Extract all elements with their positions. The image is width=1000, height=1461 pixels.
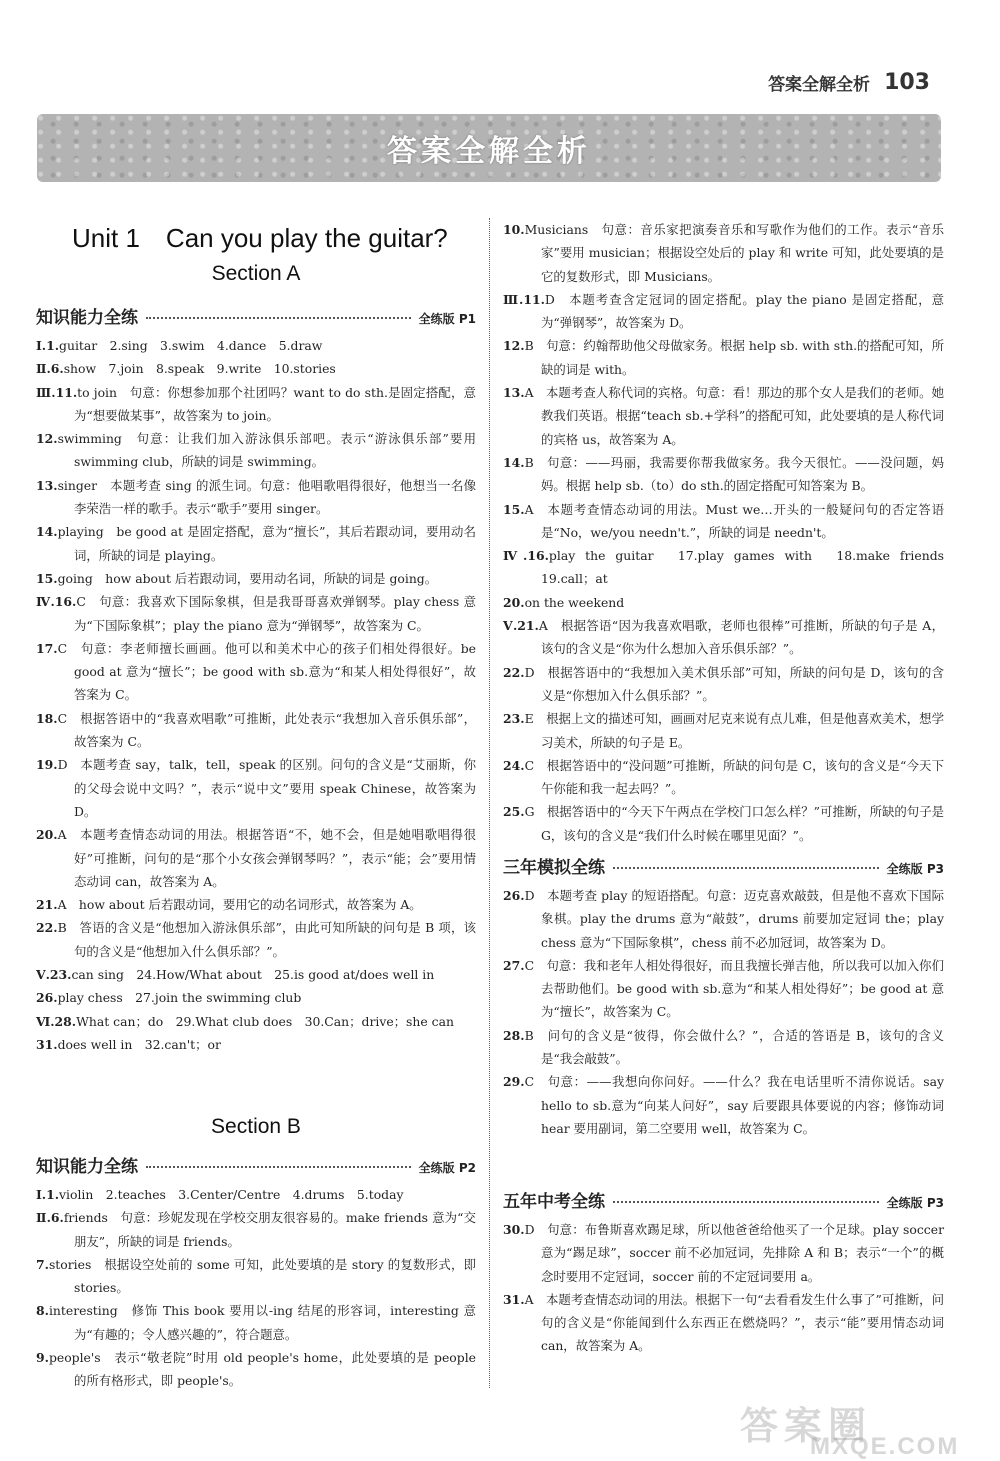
answer-entry — [36, 357, 476, 380]
column-divider — [489, 218, 490, 1388]
answer-text: Musicians 句意：音乐家把演奏音乐和写歌作为他们的工作。表示“音乐家”要用 musician；根据设空处后的 play 和 write 可知，此处要填的是它的复数形式，即 Musicians。 — [524, 222, 944, 284]
bar-title: 知识能力全练 — [36, 1157, 138, 1177]
answer-text: D 本题考查 say，talk，tell，speak 的区别。问句的含义是“艾丽斯，你的父母会说中文吗？”，表示“说中文”要用 speak Chinese，故答案为 D。 — [57, 757, 476, 819]
title-banner — [37, 114, 941, 182]
answer-entry — [36, 707, 476, 754]
answer-number: 14. — [503, 454, 525, 470]
answer-number: 28. — [503, 1027, 525, 1043]
exercise-bar-1 — [36, 303, 476, 328]
answer-number: Ⅵ.28. — [36, 1013, 77, 1029]
answer-text: friends 句意：珍妮发现在学校交朋友很容易的。make friends 意为“交朋友”，所缺的词是 friends。 — [63, 1210, 476, 1249]
answer-text: D 根据答语中的“我想加入美术俱乐部”可知，所缺的问句是 D，该句的含义是“你想加入什么俱乐部？”。 — [524, 664, 944, 703]
answer-number: 10. — [503, 222, 525, 237]
answer-entry — [36, 1346, 476, 1393]
answer-number: 26. — [36, 990, 58, 1006]
section-a-answers — [36, 334, 476, 1056]
answer-entry — [36, 520, 476, 567]
answer-entry — [503, 288, 944, 335]
three-year-answers — [503, 884, 944, 1140]
watermark-text: 答案圈 — [740, 1406, 873, 1448]
answer-number: 14. — [36, 524, 58, 540]
answer-text: B 答语的含义是“他想加入游泳俱乐部”，由此可知所缺的问句是 B 项，该句的含义是“他想加入什么俱乐部？”。 — [57, 920, 476, 959]
answer-number: Ⅰ.1. — [36, 1187, 60, 1202]
answer-entry — [503, 334, 944, 381]
answer-entry — [36, 1033, 476, 1056]
answer-entry — [503, 451, 944, 498]
answer-number: 31. — [36, 1036, 58, 1052]
bar-tag: 全练版 P1 — [418, 312, 476, 326]
answer-number: 31. — [503, 1291, 525, 1307]
watermark-logo — [740, 1395, 960, 1460]
answer-entry — [36, 637, 476, 707]
answer-text: does well in 32.can't；or — [57, 1036, 221, 1052]
answer-entry — [36, 381, 476, 428]
answer-text: D 本题考查含定冠词的固定搭配。play the piano 是固定搭配，意为“弹钢琴”，故答案为 D。 — [541, 291, 944, 331]
answer-entry — [503, 1288, 944, 1358]
answer-text: D 句意：布鲁斯喜欢踢足球，所以他爸爸给他买了一个足球。play soccer 意为“踢足球”，soccer 前不必加冠词，先排除 A 和 B；表示“一个”的概念时要用不定冠词，soccer 前的不定冠词要用 a。 — [524, 1222, 944, 1284]
answer-text: A 根据答语“因为我喜欢唱歌，老师也很棒”可推断，所缺的句子是 A，该句的含义是“你为什么想加入音乐俱乐部？”。 — [538, 618, 944, 657]
answer-number: Ⅱ.6. — [36, 1210, 64, 1226]
leader-dots — [613, 1201, 879, 1203]
answer-text: C 根据答语中的“我喜欢唱歌”可推断，此处表示“我想加入音乐俱乐部”，故答案为 C。 — [57, 710, 476, 750]
leader-dots — [146, 317, 411, 319]
watermark-url: MXQE.COM — [810, 1433, 960, 1460]
answer-number: 30. — [503, 1222, 525, 1237]
answer-number: Ⅴ.21. — [503, 618, 539, 634]
exercise-bar-3 — [503, 853, 944, 878]
answer-text: on the weekend — [524, 594, 625, 610]
answer-text: G 根据答语中的“今天下午两点在学校门口怎么样？”可推断，所缺的句子是 G，该句的含义是“我们什么时候在哪里见面？”。 — [524, 804, 944, 843]
page-number: 103 — [884, 70, 930, 95]
answer-text: What can；do 29.What club does 30.Can；drive；she can — [76, 1013, 454, 1029]
answer-number: 22. — [503, 664, 525, 680]
bar-tag: 全练版 P3 — [886, 1196, 944, 1210]
answer-text: playing be good at 是固定搭配，意为“擅长”，其后若跟动词，要用动名词，所缺的词是 playing。 — [57, 524, 476, 563]
section-b-answers — [36, 1183, 476, 1393]
answer-entry — [36, 427, 476, 474]
leader-dots — [146, 1166, 411, 1168]
answer-number: Ⅲ.11. — [36, 384, 78, 400]
answer-entry — [36, 986, 476, 1009]
answer-number: 13. — [503, 385, 525, 401]
exercise-bar-4 — [503, 1187, 944, 1212]
answer-number: 12. — [36, 431, 58, 447]
answer-number: 9. — [36, 1350, 49, 1366]
section-b-title: Section B — [211, 1115, 301, 1138]
answer-entry — [503, 1024, 944, 1071]
answer-number: 18. — [36, 710, 58, 726]
answer-text: C 句意：李老师擅长画画。他可以和美术中心的孩子们相处得很好。be good at 意为“擅长”；be good with sb.意为“和某人相处得很好”，故答案为 C。 — [57, 640, 476, 703]
answer-text: A 本题考查情态动词的用法。根据答语“不，她不会，但是她唱歌唱得很好”可推断，问句的是“那个小女孩会弹钢琴吗？”，表示“能；会”要用情态动词 can，故答案为 A。 — [57, 827, 477, 889]
answer-number: Ⅱ.6. — [36, 361, 64, 377]
answer-number: 24. — [503, 757, 525, 773]
running-head-title: 答案全解全析 — [768, 75, 871, 95]
answer-text: singer 本题考查 sing 的派生词。句意：他唱歌唱得很好，他想当一名像李荣浩一样的歌手。表示“歌手”要用 singer。 — [57, 477, 476, 517]
answer-entry — [36, 567, 476, 590]
answer-entry — [36, 823, 476, 893]
answer-entry — [503, 1070, 944, 1140]
answer-text: stories 根据设空处前的 some 可知，此处要填的是 story 的复数形式，即 stories。 — [48, 1256, 476, 1296]
banner-title: 答案全解全析 — [387, 134, 591, 169]
section-a-title: Section A — [211, 262, 301, 285]
answer-entry — [503, 591, 944, 614]
answer-entry — [36, 1010, 476, 1033]
answer-number: 29. — [503, 1074, 525, 1090]
answer-text: guitar 2.sing 3.swim 4.dance 5.draw — [59, 338, 323, 353]
answer-text: C 句意：——我想向你问好。——什么？我在电话里听不清你说话。say hello to sb.意为“向某人问好”，say 后要跟具体要说的内容；修饰动词 hear 要用副词，第二空要用 well，故答案为 C。 — [524, 1074, 944, 1136]
answer-entry — [503, 381, 944, 451]
section-b-answers-continued — [503, 218, 957, 847]
answer-text: B 句意：——玛丽，我需要你帮我做家务。我今天很忙。——没问题，妈妈。根据 help sb.（to）do sth.的固定搭配可知答案为 B。 — [524, 454, 944, 494]
answer-number: 19. — [36, 757, 58, 773]
answer-text: can sing 24.How/What about 25.is good at/does well in — [71, 967, 435, 983]
answer-number: 7. — [36, 1256, 49, 1272]
answer-entry — [36, 753, 476, 823]
bar-title: 五年中考全练 — [503, 1192, 605, 1212]
answer-text: violin 2.teaches 3.Center/Centre 4.drums 5.today — [59, 1187, 404, 1202]
answer-entry — [503, 884, 944, 954]
answer-entry — [36, 916, 476, 963]
exercise-bar-2 — [36, 1152, 476, 1177]
answer-number: 12. — [503, 338, 525, 354]
answer-number: 15. — [503, 501, 525, 517]
bar-tag: 全练版 P3 — [886, 862, 944, 876]
answer-number: 20. — [503, 594, 525, 610]
answer-text: swimming 句意：让我们加入游泳俱乐部吧。表示“游泳俱乐部”要用 swimming club，所缺的词是 swimming。 — [57, 431, 476, 470]
unit-title: Unit 1 Can you play the guitar? — [72, 223, 448, 253]
answer-entry — [36, 963, 476, 986]
answer-text: people's 表示“敬老院”时用 old people's home，此处要填的是 people 的所有格形式，即 people's。 — [48, 1350, 476, 1389]
answer-entry — [503, 498, 944, 545]
answer-number: 17. — [36, 640, 58, 656]
bar-title: 知识能力全练 — [36, 308, 138, 328]
running-head — [768, 70, 930, 95]
five-year-answers — [503, 1218, 944, 1358]
answer-number: 26. — [503, 888, 525, 903]
bar-title: 三年模拟全练 — [503, 858, 605, 878]
answer-entry — [36, 334, 476, 357]
answer-number: 8. — [36, 1303, 49, 1319]
answer-number: Ⅲ.11. — [503, 291, 545, 307]
answer-entry — [503, 800, 944, 847]
answer-number: Ⅳ.16. — [36, 594, 77, 610]
answer-text: show 7.join 8.speak 9.write 10.stories — [63, 361, 336, 377]
answer-text: D 本题考查 play 的短语搭配。句意：迈克喜欢敲鼓，但是他不喜欢下国际象棋。play the drums 意为“敲鼓”，drums 前要加定冠词 the；play chess 意为“下国际象棋”，chess 前不必加冠词，故答案为 D。 — [524, 888, 944, 950]
answer-entry — [503, 614, 944, 661]
answer-text: C 句意：我喜欢下国际象棋，但是我哥哥喜欢弹钢琴。play chess 意为“下国际象棋”；play the piano 意为“弹钢琴”，故答案为 C。 — [74, 594, 477, 633]
answer-text: C 根据答语中的“没问题”可推断，所缺的问句是 C，该句的含义是“今天下午你能和我一起去吗？”。 — [524, 757, 944, 797]
answer-text: E 根据上文的描述可知，画画对尼克来说有点儿难，但是他喜欢美术，想学习美术，所缺的句子是 E。 — [524, 711, 944, 750]
answer-text: A 本题考查情态动词的用法。Must we…开头的一般疑问句的否定答语是“No，we/you needn't.”，所缺的词是 needn't。 — [524, 501, 944, 540]
answer-text: going how about 后若跟动词，要用动名词，所缺的词是 going。 — [57, 570, 438, 586]
answer-entry — [503, 707, 944, 754]
answer-text: interesting 修饰 This book 要用以-ing 结尾的形容词，interesting 意为“有趣的；令人感兴趣的”，符合题意。 — [48, 1303, 476, 1342]
leader-dots — [613, 867, 879, 869]
answer-entry — [36, 1206, 476, 1253]
answer-entry — [36, 590, 476, 637]
answer-entry — [503, 661, 944, 708]
answer-number: 27. — [503, 957, 525, 973]
answer-entry — [36, 474, 476, 521]
answer-text: B 问句的含义是“彼得，你会做什么？”，合适的答语是 B，该句的含义是“我会敲鼓”。 — [524, 1027, 944, 1067]
answer-text: play chess 27.join the swimming club — [57, 990, 302, 1006]
answer-entry — [503, 954, 944, 1024]
answer-entry — [36, 1253, 476, 1300]
answer-text: B 句意：约翰帮助他父母做家务。根据 help sb. with sth.的搭配可知，所缺的词是 with。 — [524, 338, 944, 377]
answer-number: 13. — [36, 477, 58, 493]
answer-text: C 句意：我和老年人相处得很好，而且我擅长弹吉他，所以我可以加入你们去帮助他们。be good with sb.意为“和某人相处得好”；be good at 意为“擅长”，故答案为 C。 — [524, 957, 944, 1020]
answer-number: 22. — [36, 920, 58, 936]
answer-entry — [36, 893, 476, 916]
answer-number: 25. — [503, 804, 525, 820]
answer-entry — [503, 218, 944, 288]
bar-tag: 全练版 P2 — [418, 1161, 476, 1175]
answer-text: play the guitar 17.play games with 18.make friends 19.call；at — [541, 548, 957, 587]
answer-number: Ⅴ.23. — [36, 967, 72, 983]
answer-text: A 本题考查人称代词的宾格。句意：看！那边的那个女人是我们的老师。她教我们英语。根据“teach sb.+学科”的搭配可知，此处要填的是人称代词的宾格 us，故答案为 A。 — [524, 385, 944, 447]
answer-text: to join 句意：你想参加那个社团吗？want to do sth.是固定搭配，意为“想要做某事”，故答案为 to join。 — [74, 384, 476, 423]
answer-number: 15. — [36, 570, 58, 586]
answer-entry — [503, 754, 944, 801]
answer-entry — [503, 1218, 944, 1288]
answer-number: 23. — [503, 711, 525, 727]
answer-entry — [503, 544, 957, 591]
answer-number: 20. — [36, 827, 58, 843]
answer-number: 21. — [36, 897, 58, 913]
answer-text: A how about 后若跟动词，要用它的动名词形式，故答案为 A。 — [57, 897, 422, 913]
answer-number: Ⅳ.16. — [503, 548, 549, 564]
answer-entry — [36, 1299, 476, 1346]
answer-text: A 本题考查情态动词的用法。根据下一句“去看看发生什么事了”可推断，问句的含义是“你能闻到什么东西正在燃烧吗？”，表示“能”要用情态动词 can，故答案为 A。 — [524, 1291, 944, 1354]
answer-entry — [36, 1183, 476, 1206]
answer-number: Ⅰ.1. — [36, 338, 60, 353]
